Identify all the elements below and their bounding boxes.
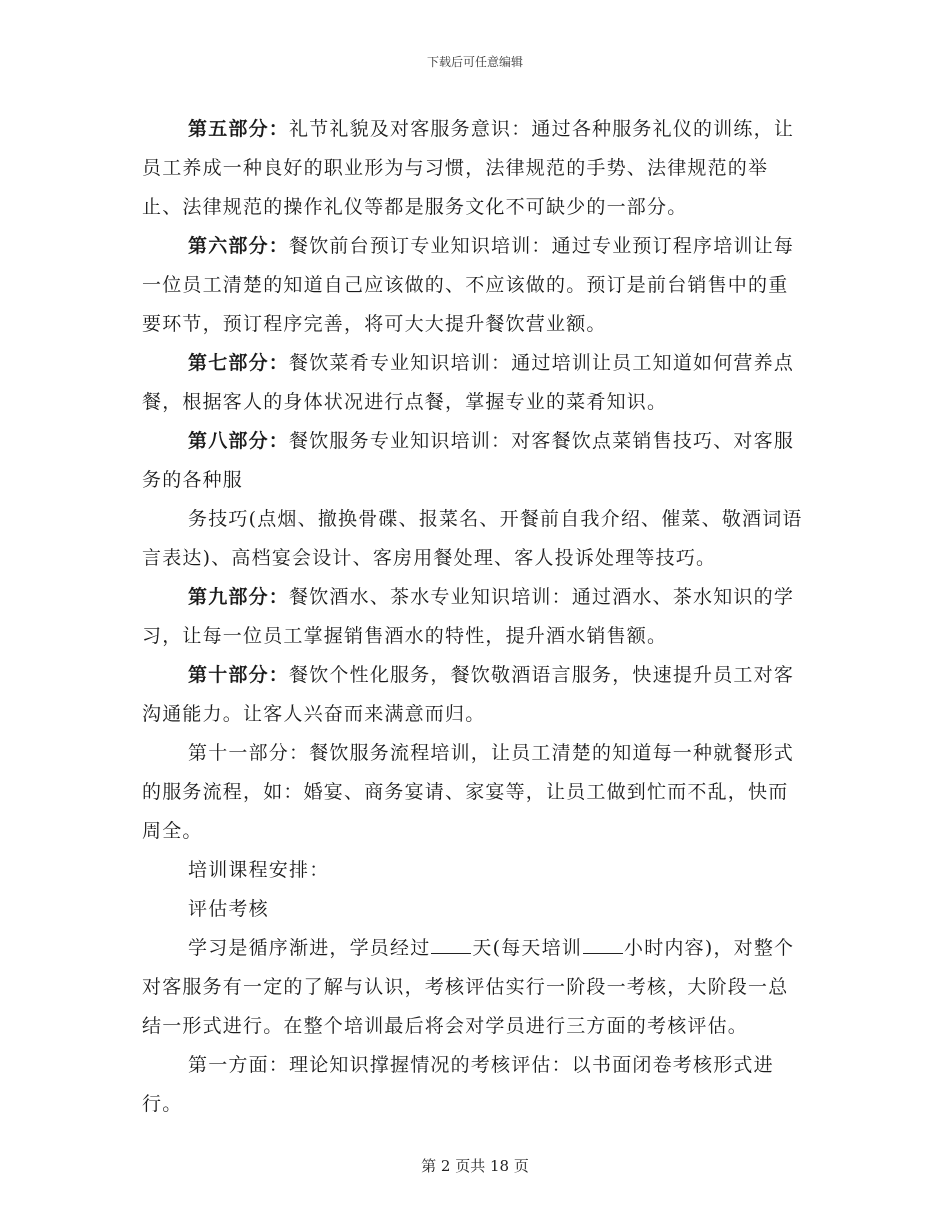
paragraph-part-11 <box>142 734 806 851</box>
paragraph-text: 餐饮酒水、茶水专业知识培训：通过酒水、茶水知识的学习，让每一位员工掌握销售酒水的特性，提升酒水销售额。 <box>142 586 795 647</box>
paragraph-text: 餐饮菜肴专业知识培训：通过培训让员工知道如何营养点餐，根据客人的身体状况进行点餐，掌握专业的菜肴知识。 <box>142 352 795 413</box>
paragraph-text: 天(每天培训 <box>472 937 583 959</box>
paragraph-text: 礼节礼貌及对客服务意识：通过各种服务礼仪的训练，让员工养成一种良好的职业形为与习惯，法律规范的手势、法律规范的举止、法律规范的操作礼仪等都是服务文化不可缺少的一部分。 <box>142 118 795 218</box>
paragraph-assessment-heading <box>142 890 806 929</box>
days-blank <box>431 935 471 954</box>
paragraph-text: 务技巧(点烟、撤换骨碟、报菜名、开餐前自我介绍、催菜、敬酒词语言表达)、高档宴会设计、客房用餐处理、客人投诉处理等技巧。 <box>142 508 803 569</box>
section-label: 第七部分： <box>188 352 290 374</box>
paragraph-part-9 <box>142 578 806 656</box>
paragraph-aspect-1 <box>142 1046 806 1124</box>
page-footer: 第 2 页共 18 页 <box>421 1157 529 1175</box>
paragraph-text: 餐饮服务专业知识培训：对客餐饮点菜销售技巧、对客服务的各种服 <box>142 430 795 491</box>
page-header: 下载后可任意编辑 <box>426 55 523 69</box>
section-label: 第六部分： <box>188 235 290 257</box>
paragraph-course-schedule <box>142 851 806 890</box>
paragraph-text: 第一方面：理论知识撑握情况的考核评估：以书面闭卷考核形式进行。 <box>142 1054 774 1115</box>
section-label: 第九部分： <box>188 586 290 608</box>
paragraph-text: 小时内容)，对整个对客服务有一定的了解与认识，考核评估实行一阶段一考核，大阶段一总结一形式进行。在整个培训最后将会对学员进行三方面的考核评估。 <box>142 937 795 1037</box>
paragraph-text: 学习是循序渐进，学员经过 <box>188 937 431 959</box>
document-body <box>142 110 806 1124</box>
paragraph-text: 餐饮前台预订专业知识培训：通过专业预订程序培训让每一位员工清楚的知道自己应该做的、不应该做的。预订是前台销售中的重要环节，预订程序完善，将可大大提升餐饮营业额。 <box>142 235 795 335</box>
section-label: 第八部分： <box>188 430 290 452</box>
paragraph-part-8 <box>142 422 806 500</box>
paragraph-part-7 <box>142 344 806 422</box>
paragraph-text: 评估考核 <box>188 898 269 920</box>
paragraph-part-6 <box>142 227 806 344</box>
paragraph-text: 第十一部分：餐饮服务流程培训，让员工清楚的知道每一种就餐形式的服务流程，如：婚宴、商务宴请、家宴等，让员工做到忙而不乱，快而周全。 <box>142 742 795 842</box>
paragraph-text: 培训课程安排： <box>188 859 330 881</box>
hours-blank <box>583 935 623 954</box>
section-label: 第五部分： <box>188 118 290 140</box>
paragraph-assessment-body <box>142 929 806 1046</box>
paragraph-part-10 <box>142 656 806 734</box>
section-label: 第十部分： <box>188 664 290 686</box>
paragraph-text: 餐饮个性化服务，餐饮敬酒语言服务，快速提升员工对客沟通能力。让客人兴奋而来满意而归。 <box>142 664 795 725</box>
paragraph-part-5 <box>142 110 806 227</box>
paragraph-part-8-continued <box>142 500 806 578</box>
